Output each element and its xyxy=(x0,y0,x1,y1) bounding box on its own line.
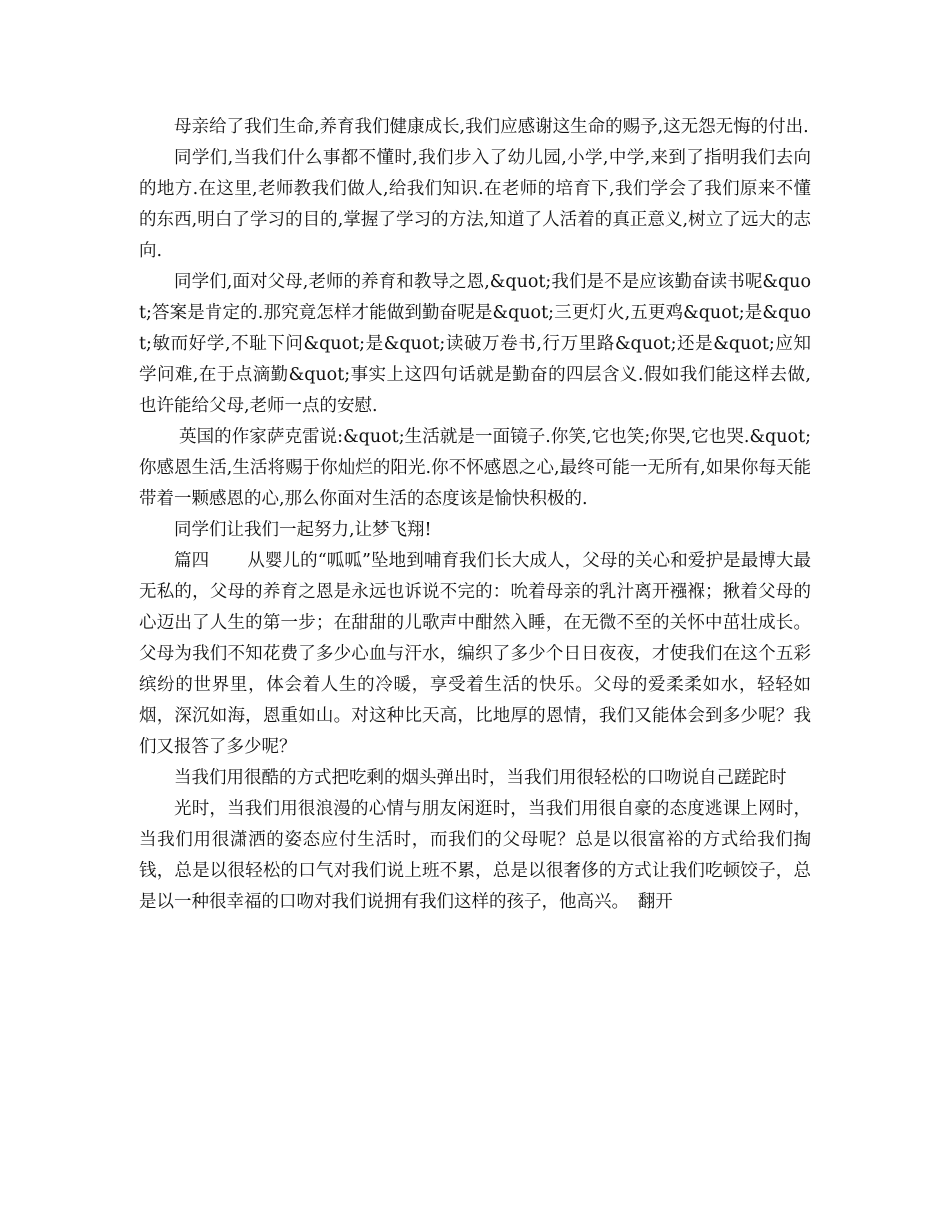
paragraph-diligence: 同学们,面对父母,老师的养育和教导之恩,&quot;我们是不是应该勤奋读书呢&quot;答案是肯定的.那究竟怎样才能做到勤奋呢是&quot;三更灯火,五更鸡&quot;是&quot;敏而好学,不耻下问&quot;是&quot;读破万卷书,行万里路&quot;还是&quot;应知学问难,在于点滴勤&quot;事实上这四句话就是勤奋的四层含义.假如我们能这样去做,也许能给父母,老师一点的安慰. xyxy=(139,272,811,416)
paragraph-parents-sacrifice: 光时，当我们用很浪漫的心情与朋友闲逛时，当我们用很自豪的态度逃课上网时，当我们用很潇洒的姿态应付生活时，而我们的父母呢？总是以很富裕的方式给我们掏钱，总是以很轻松的口气对我们说上班不累，总是以很奢侈的方式让我们吃顿饺子，总是以一种很幸福的口吻对我们说拥有我们这样的孩子，他高兴。 翻开 xyxy=(139,799,811,912)
paragraph-cigarette: 当我们用很酷的方式把吃剩的烟头弹出时，当我们用很轻松的口吻说自己蹉跎时 xyxy=(174,768,787,788)
paragraph-section-four xyxy=(139,546,811,763)
section-four-label: 篇四 xyxy=(174,551,210,571)
section-four-text: 从婴儿的“呱呱”坠地到哺育我们长大成人，父母的关心和爱护是最博大最无私的，父母的养育之恩是永远也诉说不完的：吮着母亲的乳汁离开襁褓；揪着父母的心迈出了人生的第一步；在甜甜的儿歌声中酣然入睡，在无微不至的关怀中茁壮成长。父母为我们不知花费了多少心血与汗水，编织了多少个日日夜夜，才使我们在这个五彩缤纷的世界里，体会着人生的冷暖，享受着生活的快乐。父母的爱柔柔如水，轻轻如烟，深沉如海，恩重如山。对这种比天高，比地厚的恩情，我们又能体会到多少呢？我们又报答了多少呢？ xyxy=(139,551,811,757)
document-body xyxy=(139,112,811,918)
paragraph-teachers: 同学们,当我们什么事都不懂时,我们步入了幼儿园,小学,中学,来到了指明我们去向的地方.在这里,老师教我们做人,给我们知识.在老师的培育下,我们学会了我们原来不懂的东西,明白了学习的目的,掌握了学习的方法,知道了人活着的真正意义,树立了远大的志向. xyxy=(139,148,811,261)
paragraph-closing-call: 同学们让我们一起努力,让梦飞翔! xyxy=(174,520,432,540)
paragraph-thackeray-quote: 英国的作家萨克雷说:&quot;生活就是一面镜子.你笑,它也笑;你哭,它也哭.&quot;你感恩生活,生活将赐于你灿烂的阳光.你不怀感恩之心,最终可能一无所有,如果你每天能带着一颗感恩的心,那么你面对生活的态度该是愉快积极的. xyxy=(139,427,811,509)
paragraph-gratitude-mother: 母亲给了我们生命,养育我们健康成长,我们应感谢这生命的赐予,这无怨无悔的付出. xyxy=(174,117,809,137)
